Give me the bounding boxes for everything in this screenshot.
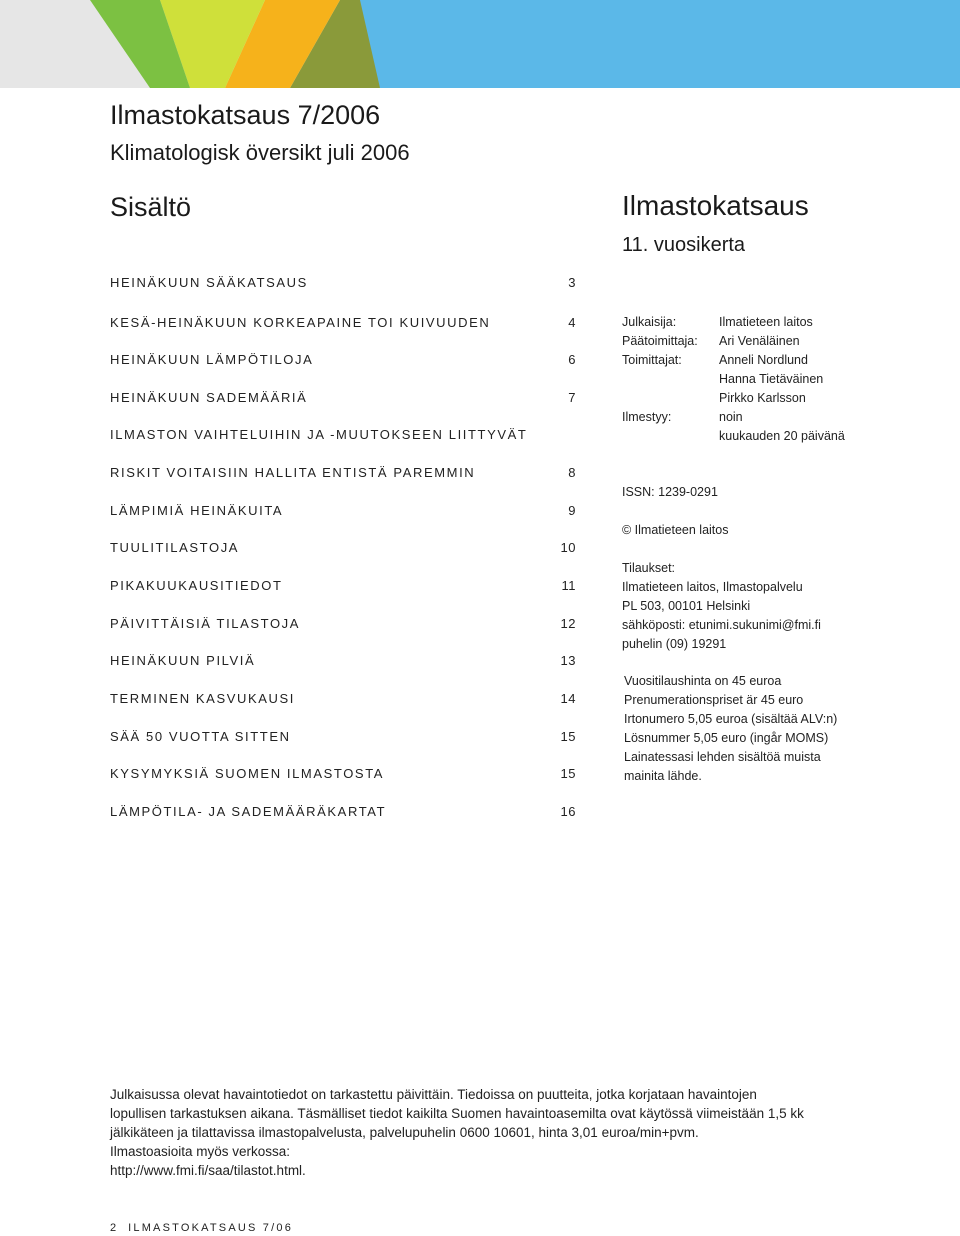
toc-entry bbox=[110, 315, 576, 335]
toc-entry-title: KYSYMYKSIÄ SUOMEN ILMASTOSTA bbox=[110, 766, 385, 781]
toc-entry-title: HEINÄKUUN PILVIÄ bbox=[110, 653, 256, 668]
banner-graphic bbox=[0, 0, 960, 88]
toc-entry-page: 11 bbox=[561, 578, 576, 593]
toc-entry bbox=[110, 691, 576, 711]
masthead-key: Päätoimittaja: bbox=[622, 334, 698, 348]
page-title: Ilmastokatsaus 7/2006 bbox=[110, 100, 381, 130]
masthead-value: noin bbox=[719, 410, 743, 424]
note-line: Ilmastoasioita myös verkossa: bbox=[110, 1144, 291, 1159]
pricing-line: mainita lähde. bbox=[624, 769, 702, 783]
contents-heading: Sisältö bbox=[110, 192, 192, 222]
toc-entry bbox=[110, 804, 576, 824]
toc-entry-title: HEINÄKUUN SÄÄKATSAUS bbox=[110, 275, 308, 290]
copyright: © Ilmatieteen laitos bbox=[622, 523, 729, 537]
toc-entry-title: TERMINEN KASVUKAUSI bbox=[110, 691, 295, 706]
toc-entry bbox=[110, 578, 576, 598]
pricing-line: Lösnummer 5,05 euro (ingår MOMS) bbox=[624, 731, 829, 745]
issn: ISSN: 1239-0291 bbox=[622, 485, 718, 499]
note-line: Julkaisussa olevat havaintotiedot on tarkastettu päivittäin. Tiedoissa on puutteita, jotka korjataan havaintojen bbox=[110, 1087, 757, 1102]
toc-entry-title: TUULITILASTOJA bbox=[110, 540, 240, 555]
masthead-value: Ilmatieteen laitos bbox=[719, 315, 813, 329]
toc-entry-title: PIKAKUUKAUSITIEDOT bbox=[110, 578, 283, 593]
note-url: http://www.fmi.fi/saa/tilastot.html. bbox=[110, 1163, 306, 1178]
toc-entry bbox=[110, 729, 576, 749]
pricing-line: Irtonumero 5,05 euroa (sisältää ALV:n) bbox=[624, 712, 838, 726]
toc-entry-page: 6 bbox=[568, 352, 576, 367]
toc-entry bbox=[110, 427, 576, 447]
masthead-value: Pirkko Karlsson bbox=[719, 391, 806, 405]
toc-entry-title: HEINÄKUUN SADEMÄÄRIÄ bbox=[110, 390, 308, 405]
orders-line: Tilaukset: bbox=[622, 561, 676, 575]
masthead-key: Toimittajat: bbox=[622, 353, 682, 367]
toc-entry bbox=[110, 465, 576, 485]
toc-entry-title: PÄIVITTÄISIÄ TILASTOJA bbox=[110, 616, 301, 631]
orders-line: PL 503, 00101 Helsinki bbox=[622, 599, 751, 613]
masthead-key: Julkaisija: bbox=[622, 315, 677, 329]
toc-entry bbox=[110, 616, 576, 636]
toc-entry-page: 15 bbox=[560, 729, 576, 744]
toc-entry-page: 3 bbox=[568, 275, 576, 290]
orders-email: sähköposti: etunimi.sukunimi@fmi.fi bbox=[622, 618, 821, 632]
toc-entry bbox=[110, 503, 576, 523]
orders-line: Ilmatieteen laitos, Ilmastopalvelu bbox=[622, 580, 803, 594]
banner-blue-band bbox=[340, 0, 960, 88]
toc-entry-title: ILMASTON VAIHTELUIHIN JA -MUUTOKSEEN LIITTYVÄT bbox=[110, 427, 528, 442]
masthead-key: Ilmestyy: bbox=[622, 410, 672, 424]
note-line: lopullisen tarkastuksen aikana. Täsmälliset tiedot kaikilta Suomen havaintoasemilta ovat käytössä viimeistään 1,5 kk bbox=[110, 1106, 804, 1121]
color-banner bbox=[0, 0, 960, 88]
masthead-value: Ari Venäläinen bbox=[719, 334, 800, 348]
toc-entry-page: 9 bbox=[568, 503, 576, 518]
toc-entry-page: 8 bbox=[568, 465, 576, 480]
page-subtitle: Klimatologisk översikt juli 2006 bbox=[110, 140, 410, 165]
orders-phone: puhelin (09) 19291 bbox=[622, 637, 727, 651]
masthead-value: kuukauden 20 päivänä bbox=[719, 429, 845, 443]
page-number: 2 bbox=[110, 1222, 117, 1234]
toc-entry-title: LÄMPÖTILA- JA SADEMÄÄRÄKARTAT bbox=[110, 804, 387, 819]
toc-entry-page: 14 bbox=[560, 691, 576, 706]
toc-entry bbox=[110, 352, 576, 372]
toc-entry-page: 16 bbox=[560, 804, 576, 819]
page-footer bbox=[110, 1222, 293, 1234]
toc-entry-title: KESÄ-HEINÄKUUN KORKEAPAINE TOI KUIVUUDEN bbox=[110, 315, 491, 330]
toc-entry-page: 13 bbox=[560, 653, 576, 668]
toc-entry-title: LÄMPIMIÄ HEINÄKUITA bbox=[110, 503, 284, 518]
note-line: jälkikäteen ja tilattavissa ilmastopalvelusta, palvelupuhelin 0600 10601, hinta 3,01 euroa/min+pvm. bbox=[110, 1125, 699, 1140]
toc-entry bbox=[110, 275, 576, 295]
toc-entry-page: 12 bbox=[560, 616, 576, 631]
toc-entry-page: 7 bbox=[568, 390, 576, 405]
toc-entry bbox=[110, 653, 576, 673]
toc-entry bbox=[110, 390, 576, 410]
toc-entry bbox=[110, 540, 576, 560]
masthead-value: Anneli Nordlund bbox=[719, 353, 808, 367]
running-title: ILMASTOKATSAUS 7/06 bbox=[128, 1222, 294, 1234]
toc-entry-title: RISKIT VOITAISIIN HALLITA ENTISTÄ PAREMMIN bbox=[110, 465, 476, 480]
pricing-line: Lainatessasi lehden sisältöä muista bbox=[624, 750, 821, 764]
magazine-volume: 11. vuosikerta bbox=[622, 234, 746, 256]
masthead-value: Hanna Tietäväinen bbox=[719, 372, 824, 386]
toc-entry-page: 10 bbox=[560, 540, 576, 555]
toc-entry-page: 4 bbox=[568, 315, 576, 330]
pricing-line: Prenumerationspriset är 45 euro bbox=[624, 693, 804, 707]
toc-entry-page: 15 bbox=[560, 766, 576, 781]
pricing-line: Vuositilaushinta on 45 euroa bbox=[624, 674, 782, 688]
magazine-title: Ilmastokatsaus bbox=[622, 190, 809, 221]
toc-entry bbox=[110, 766, 576, 786]
toc-entry-title: SÄÄ 50 VUOTTA SITTEN bbox=[110, 729, 291, 744]
toc-entry-title: HEINÄKUUN LÄMPÖTILOJA bbox=[110, 352, 314, 367]
